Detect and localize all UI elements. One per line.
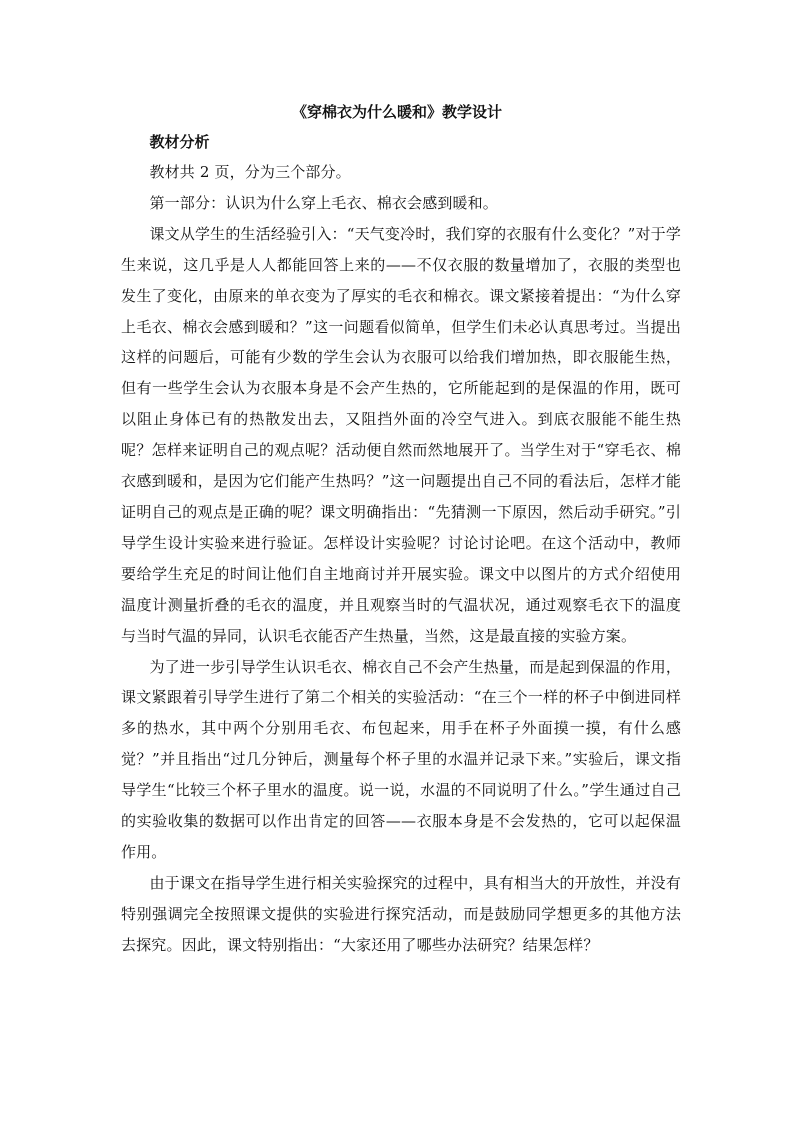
document-body — [121, 127, 681, 961]
paragraph-open-inquiry: 由于课文在指导学生进行相关实验探究的过程中，具有相当大的开放性，并没有特别强调完全按照课文提供的实验进行探究活动，而是鼓励同学想更多的其他方法去探究。因此，课文特别指出：“大家还用了哪些办法研究？结果怎样？ — [121, 873, 681, 954]
paragraph-text-intro: 课文从学生的生活经验引入：“天气变冷时，我们穿的衣服有什么变化？”对于学生来说，这几乎是人人都能回答上来的——不仅衣服的数量增加了，衣服的类型也发生了变化，由原来的单衣变为了厚实的毛衣和棉衣。课文紧接着提出：“为什么穿上毛衣、棉衣会感到暖和？”这一问题看似简单，但学生们未必认真思考过。当提出这样的问题后，可能有少数的学生会认为衣服可以给我们增加热，即衣服能生热，但有一些学生会认为衣服本身是不会产生热的，它所能起到的是保温的作用，既可以阻止身体已有的热散发出去，又阻挡外面的冷空气进入。到底衣服能不能生热呢？怎样来证明自己的观点呢？活动便自然而然地展开了。当学生对于“穿毛衣、棉衣感到暖和，是因为它们能产生热吗？”这一问题提出自己不同的看法后，怎样才能证明自己的观点是正确的呢？课文明确指出：“先猜测一下原因，然后动手研究。”引导学生设计实验来进行验证。怎样设计实验呢？讨论讨论吧。在这个活动中，教师要给学生充足的时间让他们自主地商讨并开展实验。课文中以图片的方式介绍使用温度计测量折叠的毛衣的温度，并且观察当时的气温状况，通过观察毛衣下的温度与当时气温的异同，认识毛衣能否产生热量，当然，这是最直接的实验方案。 — [121, 224, 681, 645]
paragraph-page-count: 教材共 2 页，分为三个部分。 — [149, 163, 351, 181]
section-heading: 教材分析 — [149, 133, 210, 151]
document-title: 《穿棉衣为什么暖和》教学设计 — [291, 103, 502, 121]
paragraph-part-one: 第一部分：认识为什么穿上毛衣、棉衣会感到暖和。 — [149, 193, 498, 212]
paragraph-second-experiment: 为了进一步引导学生认识毛衣、棉衣自己不会产生热量，而是起到保温的作用，课文紧跟着引导学生进行了第二个相关的实验活动：“在三个一样的杯子中倒进同样多的热水，其中两个分别用毛衣、布包起来，用手在杯子外面摸一摸，有什么感觉？”并且指出“过几分钟后，测量每个杯子里的水温并记录下来。”实验后，课文指导学生“比较三个杯子里水的温度。说一说，水温的不同说明了什么。”学生通过自己的实验收集的数据可以作出肯定的回答——衣服本身是不会发热的，它可以起保温作用。 — [121, 657, 681, 861]
